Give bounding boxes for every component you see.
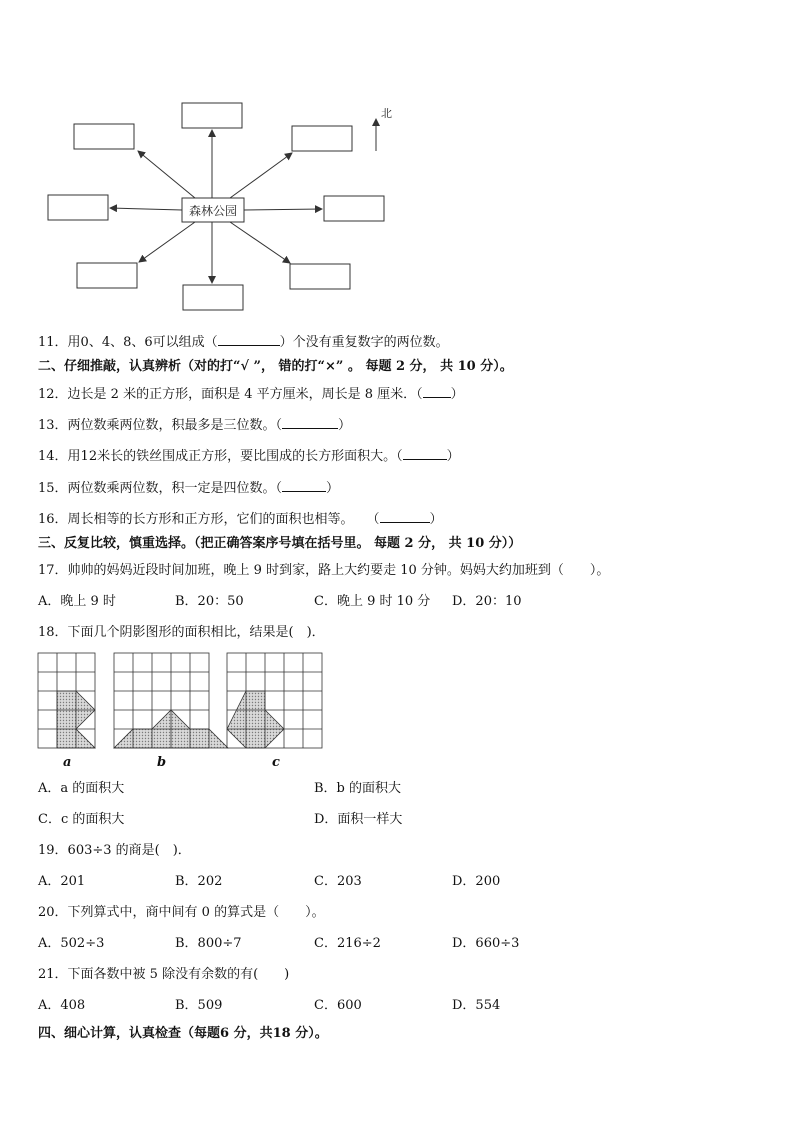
section-2-heading: 二、仔细推敲，认真辨析（对的打“√ ”， 错的打“×” 。 每题 2 分， 共 10 分）。 <box>38 359 513 374</box>
q17-option-b[interactable]: B．20：50 <box>175 594 244 609</box>
grid-b <box>114 653 228 748</box>
q17-option-a[interactable]: A．晚上 9 时 <box>38 594 116 609</box>
question-11: 11．用0、4、8、6可以组成（ ）个没有重复数字的两位数。 <box>38 335 449 350</box>
question-20: 20．下列算式中，商中间有 0 的算式是（ ）。 <box>38 905 325 920</box>
map-box-w <box>48 195 108 220</box>
q20-option-c[interactable]: C．216÷2 <box>314 936 381 951</box>
answer-blank[interactable] <box>282 479 326 492</box>
direction-map <box>40 95 400 315</box>
q18-option-a[interactable]: A．a 的面积大 <box>38 781 125 796</box>
question-18: 18．下面几个阴影图形的面积相比，结果是( )． <box>38 625 325 640</box>
question-12: 12．边长是 2 米的正方形，面积是 4 平方厘米，周长是 8 厘米．（ ） <box>38 387 464 402</box>
q19-option-d[interactable]: D．200 <box>452 874 501 889</box>
answer-blank[interactable] <box>282 416 338 429</box>
q21-option-c[interactable]: C．600 <box>314 998 362 1013</box>
q21-option-b[interactable]: B．509 <box>175 998 223 1013</box>
q20-option-b[interactable]: B．800÷7 <box>175 936 242 951</box>
question-13: 13．两位数乘两位数，积最多是三位数。（ ） <box>38 418 352 433</box>
map-box-e <box>324 196 384 221</box>
q17-option-c[interactable]: C．晚上 9 时 10 分 <box>314 594 431 609</box>
answer-blank[interactable] <box>403 447 447 460</box>
map-box-ne <box>292 126 352 151</box>
q19-option-c[interactable]: C．203 <box>314 874 362 889</box>
answer-blank[interactable] <box>380 510 430 523</box>
q17-option-d[interactable]: D．20：10 <box>452 594 522 609</box>
grid-label-b: b <box>157 755 167 770</box>
question-16: 16．周长相等的长方形和正方形，它们的面积也相等。 （ ） <box>38 512 443 527</box>
answer-blank[interactable] <box>423 385 451 398</box>
grid-a <box>38 653 95 748</box>
q20-option-d[interactable]: D．660÷3 <box>452 936 520 951</box>
map-box-n <box>182 103 242 128</box>
question-19: 19．603÷3 的商是( )． <box>38 843 191 858</box>
q19-option-b[interactable]: B．202 <box>175 874 223 889</box>
question-14: 14．用12米长的铁丝围成正方形，要比围成的长方形面积大。（ ） <box>38 449 460 464</box>
q18-option-b[interactable]: B．b 的面积大 <box>314 781 402 796</box>
grid-label-c: c <box>272 755 280 770</box>
north-label: 北 <box>381 107 392 120</box>
question-21: 21．下面各数中被 5 除没有余数的有( ) <box>38 967 290 982</box>
section-4-heading: 四、细心计算，认真检查（每题6 分，共18 分）。 <box>38 1026 328 1041</box>
q18-option-d[interactable]: D．面积一样大 <box>314 812 403 827</box>
grid-label-a: a <box>63 755 72 770</box>
q21-option-a[interactable]: A．408 <box>38 998 86 1013</box>
q19-option-a[interactable]: A．201 <box>38 874 86 889</box>
map-box-se <box>290 264 350 289</box>
grid-c <box>227 653 322 748</box>
map-center-label: 森林公园 <box>188 204 238 218</box>
q18-option-c[interactable]: C．c 的面积大 <box>38 812 125 827</box>
q20-option-a[interactable]: A．502÷3 <box>38 936 105 951</box>
map-box-nw <box>74 124 134 149</box>
question-15: 15．两位数乘两位数，积一定是四位数。（ ） <box>38 481 340 496</box>
map-box-s <box>183 285 243 310</box>
question-17: 17．帅帅的妈妈近段时间加班，晚上 9 时到家，路上大约要走 10 分钟。妈妈大约加班到（ ）。 <box>38 563 610 578</box>
q21-option-d[interactable]: D．554 <box>452 998 501 1013</box>
section-3-heading: 三、反复比较，慎重选择。（把正确答案序号填在括号里。 每题 2 分， 共 10 分）） <box>38 536 522 551</box>
grid-figures <box>36 651 326 751</box>
answer-blank[interactable] <box>218 333 280 346</box>
map-box-sw <box>77 263 137 288</box>
